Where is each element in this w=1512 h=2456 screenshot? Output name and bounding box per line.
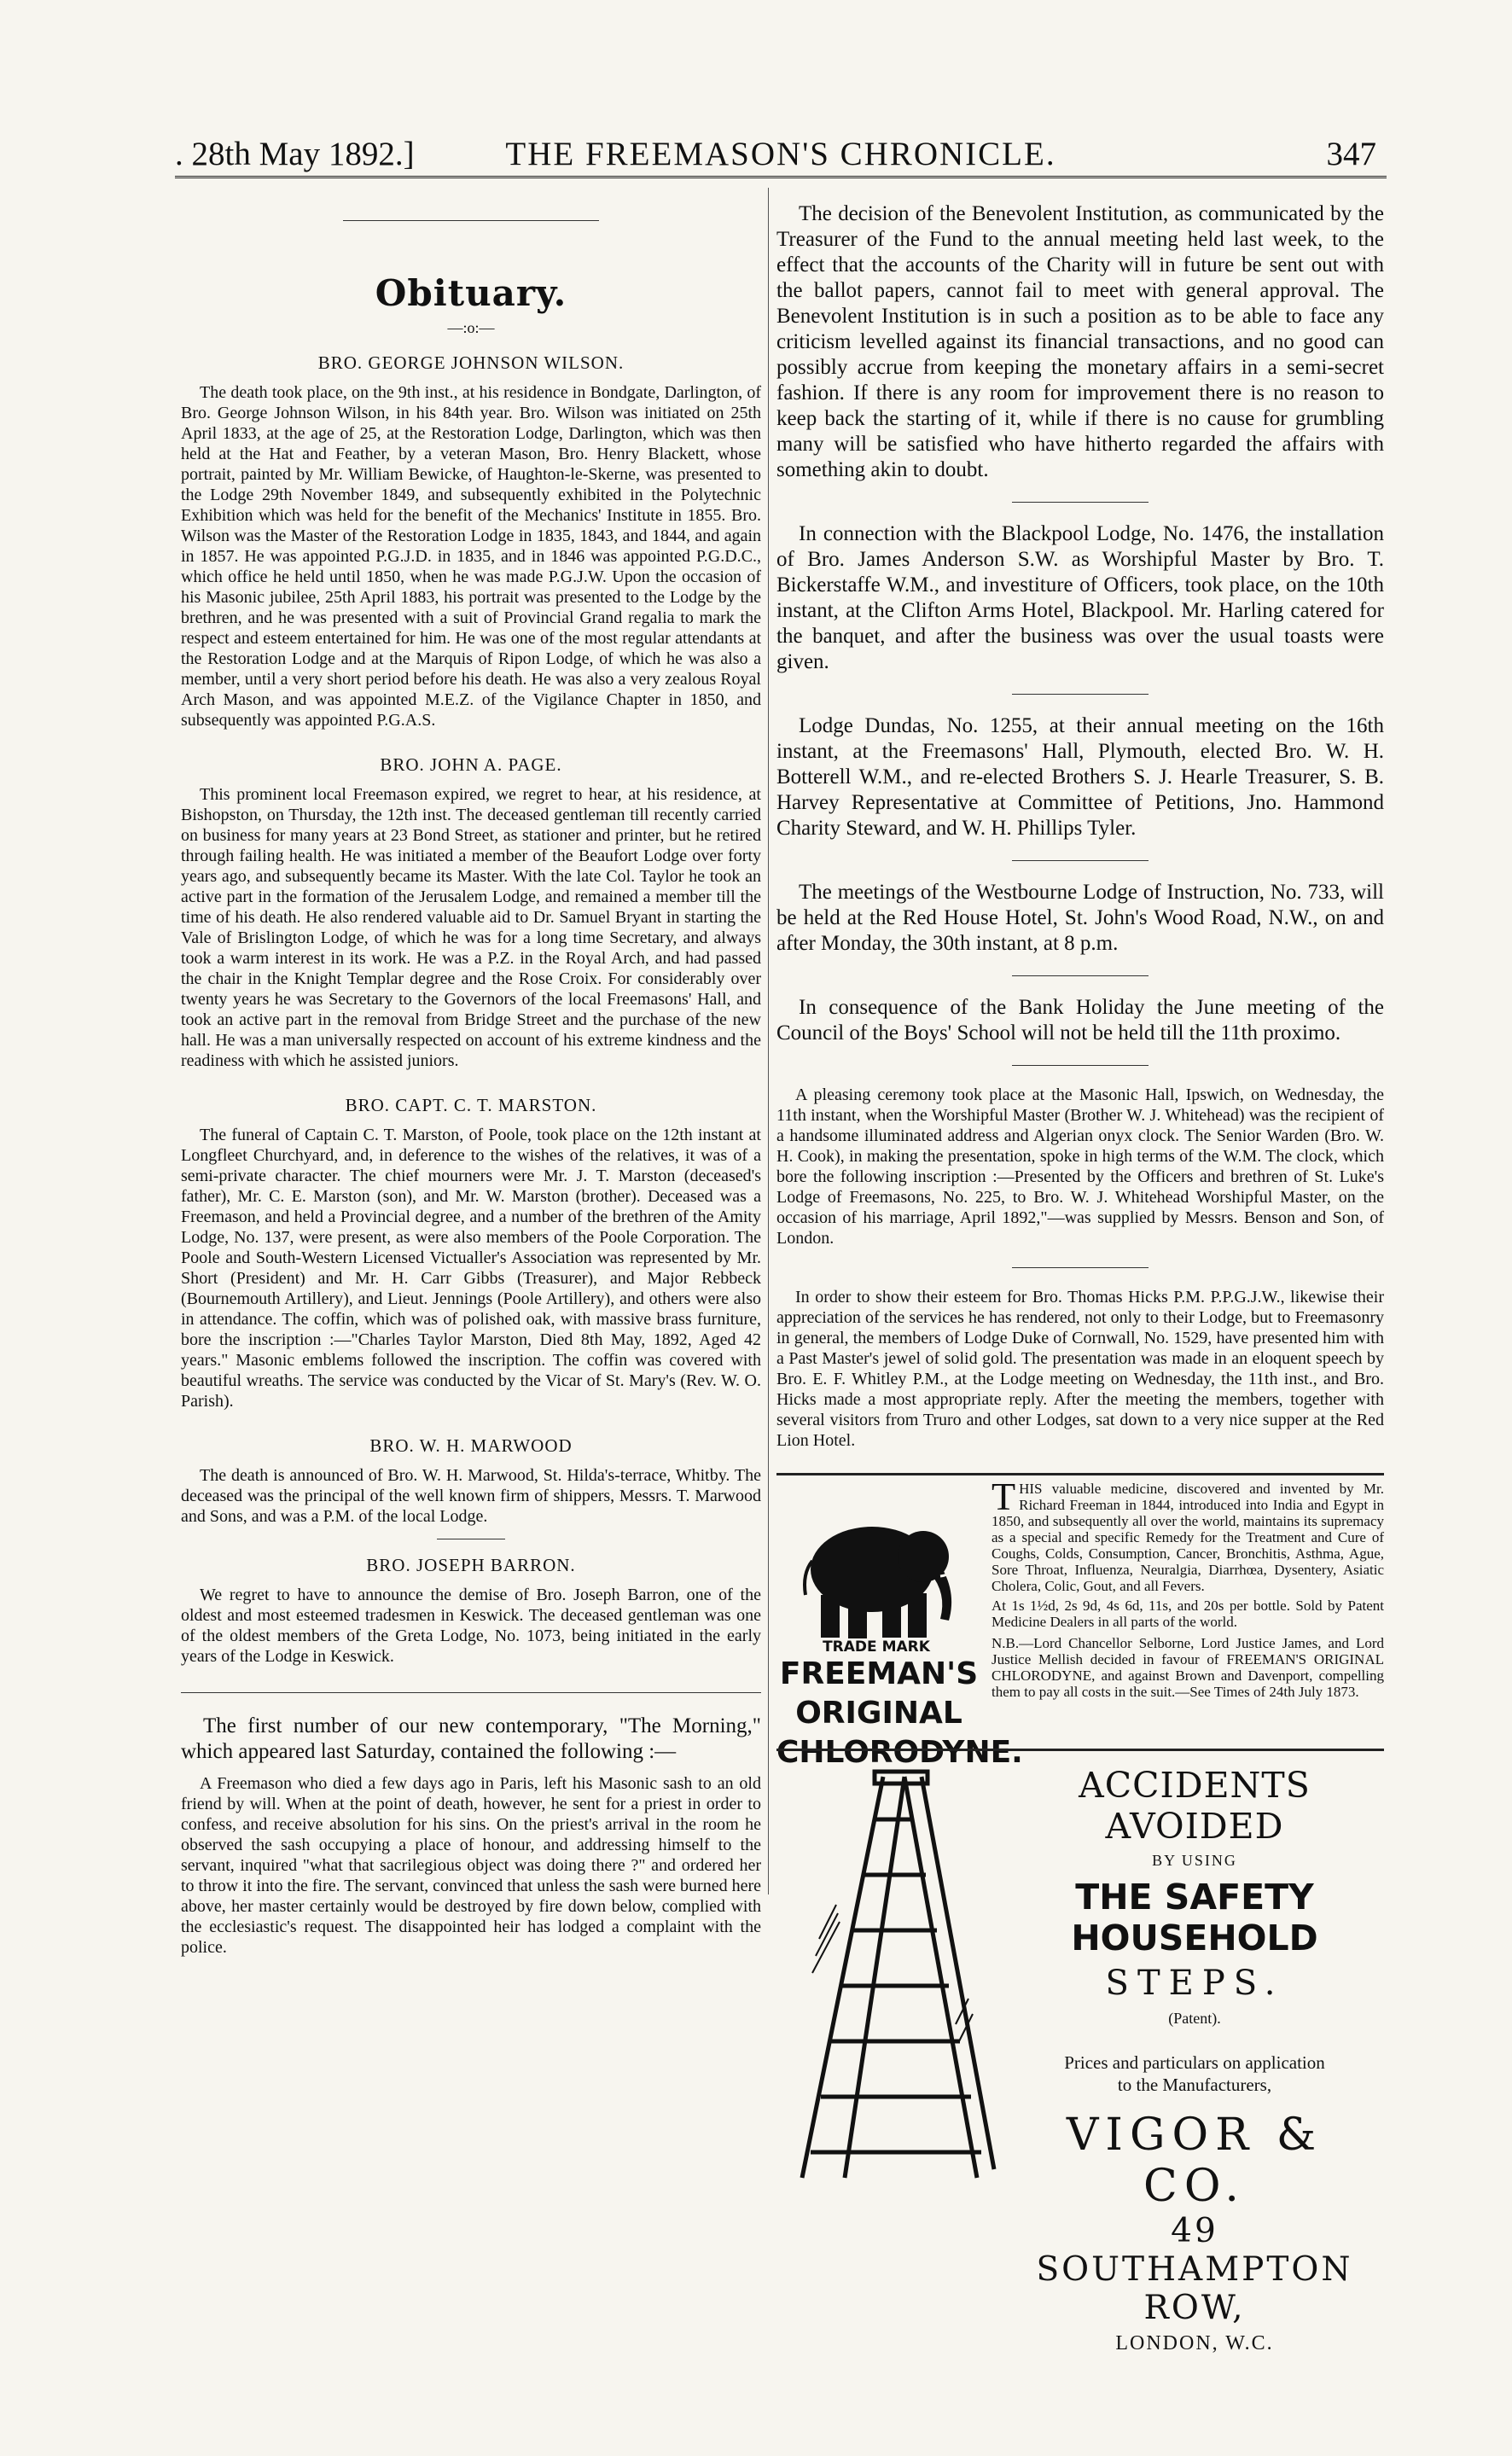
safety-steps-advertisement <box>776 1749 1384 2354</box>
chlorodyne-advertisement <box>776 1473 1384 1770</box>
marston-body: The funeral of Captain C. T. Marston, of Poole, took place on the 12th instant at Longfleet Churchyard, and, in deference to the wishes of the relatives, it was of a semi-private character. The chief mourners were Mr. J. T. Marston (deceased's father), Mr. C. E. Marston (son), and Mr. W. Marston (brother). Deceased was a Freemason, and held a Provincial degree, and a number of the brethren of the Amity Lodge, No. 137, were present, as were also members of the Poole Corporation. The Poole and South-Western Licensed Victualler's Association was represented by Mr. Short (President) and Mr. H. Carr Gibbs (Treasurer), and Major Rebbeck (Bournemouth Artillery), and Lieut. Jennings (Poole Artillery), and others were also in attendance. The coffin, which was of polished oak, with massive brass furniture, bore the inscription :—"Charles Taylor Marston, Died 8th May, 1892, Aged 42 years." Masonic emblems followed the inscription. The coffin was covered with beautiful wreaths. The service was conducted by the Vicar of St. Mary's (Rev. W. O. Parish). <box>181 1126 761 1411</box>
barron-heading: BRO. JOSEPH BARRON. <box>366 1555 576 1575</box>
hicks-paragraph: In order to show their esteem for Bro. Thomas Hicks P.M. P.P.G.J.W., likewise their appreciation of the services he has rendered, not only to their Lodge, but to Freemasonry in general, the members of Lodge Duke of Cornwall, No. 1529, have presented him with a Past Master's jewel of solid gold. The presentation was made in an eloquent speech by Bro. E. F. Whitley P.M., at the Lodge meeting on Wednesday, the 11th inst., and Bro. Hicks made a most appropriate reply. After the meeting the members, together with several visitors from Truro and other Lodges, sat down to a very nice supper at the Red Lion Hotel. <box>776 1288 1384 1450</box>
wilson-body: The death took place, on the 9th inst., at his residence in Bondgate, Darlington, of Bro. George Johnson Wilson, in his 84th year. Bro. Wilson was initiated on 25th April 1833, at the age of 25, at the Restoration Lodge, Darlington, which was then held at the Hat and Feather, by a veteran Mason, Bro. Henry Blackett, whose portrait, painted by Mr. William Bewicke, of Haughton-le-Skerne, was presented to the Lodge 29th November 1849, and subsequently exhibited in the Polytechnic Exhibition which was held for the benefit of the Mechanics' Institute in 1855. Bro. Wilson was the Master of the Restoration Lodge in 1835, 1843, and 1844, and again in 1857. He was appointed P.G.J.D. in 1835, and in 1846 was appointed P.G.D.C., which office he held until 1850, when he was made P.G.J.W. Upon the occasion of his Masonic jubilee, 25th April 1883, his portrait was presented to the Lodge by the brethren, and he was presented with a suit of Provincial Grand regalia to mark the respect and esteem entertained for him. He was one of the most regular attendants at the Restoration Lodge and at the Marquis of Ripon Lodge, of which he was also a member, until a very short period before his death. He was also a very zealous Royal Arch Mason, and was appointed M.E.Z. of the Vigilance Chapter in 1850, and subsequently was appointed P.G.A.S. <box>181 383 761 730</box>
morning-intro: The first number of our new contemporary, "The Morning," which appeared last Saturday, contained the following :— <box>181 1714 761 1763</box>
chlorodyne-price: At 1s 1½d, 2s 9d, 4s 6d, 11s, and 20s per bottle. Sold by Patent Medicine Dealers in all parts of the world. <box>992 1598 1384 1630</box>
marwood-heading: BRO. W. H. MARWOOD <box>369 1435 573 1456</box>
ad-product-name: THE SAFETY HOUSEHOLD <box>1071 1877 1318 1958</box>
ad-address: 49 SOUTHAMPTON ROW, <box>1036 2212 1353 2327</box>
rule <box>1012 975 1149 976</box>
marwood-body: The death is announced of Bro. W. H. Marwood, St. Hilda's-terrace, Whitby. The deceased was the principal of the well known firm of shippers, Messrs. T. Marwood and Sons, and was a P.M. of the local Lodge. <box>181 1466 761 1526</box>
ad-city: LONDON, W.C. <box>1115 2332 1274 2354</box>
chlorodyne-description: HIS valuable medicine, discovered and invented by Mr. Richard Freeman in 1844, introduced into India and Egypt in 1850, and subsequently all over the world, maintains its supremacy as a special and specific Remedy for the Treatment and Cure of Coughs, Colds, Consumption, Cancer, Bronchitis, Asthma, Ague, Sore Throat, Influenza, Neuralgia, Diarrhœa, Dysentery, Asiatic Cholera, Colic, Gout, and all Fevers. <box>992 1481 1384 1594</box>
ad-patent: (Patent). <box>1168 2010 1221 2027</box>
wilson-heading: BRO. GEORGE JOHNSON WILSON. <box>317 352 625 373</box>
chlorodyne-note: N.B.—Lord Chancellor Selborne, Lord Justice James, and Lord Justice Mellish decided in favour of FREEMAN'S ORIGINAL CHLORODYNE, and against Brown and Davenport, compelling them to pay all costs in the suit.—See Times of 24th July 1873. <box>992 1635 1384 1700</box>
column-divider <box>768 188 769 1894</box>
morning-quote: A Freemason who died a few days ago in Paris, left his Masonic sash to an old friend by will. When at the point of death, however, he sent for a priest in order to confess, and receive absolution for his sins. On the priest's arrival in the room he observed the sash occupying a place of honour, and addressing himself to the servant, inquired "what that sacrilegious object was doing there ?" and ordered her to throw it into the fire. The servant, convinced that unless the sash were burned here above, her master certainly would be destroyed by fire down below, complied with the ecclesiastic's request. The disappointed heir has lodged a complaint with the police. <box>181 1774 761 1957</box>
rule <box>181 1692 761 1693</box>
trademark-label: TRADE MARK <box>823 1638 930 1655</box>
marston-heading: BRO. CAPT. C. T. MARSTON. <box>345 1095 597 1115</box>
ipswich-paragraph: A pleasing ceremony took place at the Masonic Hall, Ipswich, on Wednesday, the 11th instant, when the Worshipful Master (Brother W. J. Whitehead) was the recipient of a handsome illuminated address and Algerian onyx clock. The Senior Warden (Bro. W. H. Cook), in making the presentation, spoke in high terms of the W.M. The clock, which bore the following inscription :—Presented by the Officers and brethren of St. Luke's Lodge of Freemasons, No. 225, to Bro. W. J. Whitehead Worshipful Master, on the occasion of his marriage, April 1892,"—was supplied by Messrs. Benson and Son, of London. <box>776 1085 1384 1248</box>
blackpool-paragraph: In connection with the Blackpool Lodge, No. 1476, the installation of Bro. James Anderson S.W. as Worshipful Master by Bro. T. Bickerstaffe W.M., and investiture of Officers, took place, on the 10th instant, at the Clifton Arms Hotel, Blackpool. Mr. Harling catered for the banquet, and after the business was over the usual toasts were given. <box>776 522 1384 673</box>
left-column <box>181 205 761 1958</box>
westbourne-paragraph: The meetings of the Westbourne Lodge of Instruction, No. 733, will be held at the Red House Hotel, St. John's Wood Road, N.W., on and after Monday, the 30th instant, at 8 p.m. <box>776 881 1384 955</box>
chlorodyne-text <box>992 1475 1384 1700</box>
bank-holiday-paragraph: In consequence of the Bank Holiday the June meeting of the Council of the Boys' School will not be held till the 11th proximo. <box>776 996 1384 1045</box>
obituary-title: Obituary. <box>375 272 567 314</box>
rule <box>343 220 599 221</box>
elephant-trademark-icon <box>787 1510 966 1655</box>
page-body: This prominent local Freemason expired, we regret to hear, at his residence, at Bishopston, on Thursday, the 12th inst. The deceased gentleman till recently carried on business for many years at 23 Bond Street, as stationer and printer, but he retired through failing health. He was initiated a member of the Beaufort Lodge over forty years ago, and subsequently became its Master. With the late Col. Taylor he took an active part in the formation of the Jerusalem Lodge, and remained a member till the time of his death. He also rendered valuable aid to Dr. Samuel Bryant in starting the Vale of Brislington Lodge, of which he was for a long time Secretary, and always took a warm interest in its work. He was a P.Z. in the Royal Arch, and had passed the chair in the Knight Templar degree and the Rose Croix. For considerably over twenty years he was Secretary to the Governors of the local Freemasons' Hall, and took an active part in the removal from Bridge Street and the purchase of the new hall. He was a man universally respected on account of his extreme kindness and the readiness with which he assisted juniors. <box>181 785 761 1070</box>
safety-steps-copy <box>1007 1765 1382 2355</box>
brand-line-1: FREEMAN'S <box>779 1656 979 1691</box>
ad-prices <box>1007 2052 1382 2096</box>
section-separator: —:o:— <box>447 319 495 336</box>
rule <box>1012 1267 1149 1268</box>
ad-manufacturers-line: to the Manufacturers, <box>1117 2075 1272 2095</box>
publication-title: THE FREEMASON'S CHRONICLE. <box>505 136 1056 172</box>
ad-headline: ACCIDENTS AVOIDED <box>1079 1765 1311 1847</box>
issue-date: . 28th May 1892.] <box>175 136 415 172</box>
rule <box>1012 502 1149 503</box>
page-header <box>175 130 1387 178</box>
rule <box>1012 1065 1149 1066</box>
page-number: 347 <box>1326 136 1376 172</box>
ad-prices-line: Prices and particulars on application <box>1064 2052 1325 2073</box>
benevolent-paragraph: The decision of the Benevolent Institution, as communicated by the Treasurer of the Fund to the annual meeting held last week, to the effect that the accounts of the Charity will in future be sent out with the ballot papers, cannot fail to meet with general approval. The Benevolent Institution is in such a position as to be able to face any criticism levelled against its financial transactions, and no good can possibly accrue from keeping the monetary affairs in a semi-secret fashion. If there is any room for improvement there is no reason to keep back the starting of it, while if there is no cause for grumbling many will be satisfied who have hitherto regarded the affairs with something akin to doubt. <box>776 202 1384 481</box>
barron-body: We regret to have to announce the demise of Bro. Joseph Barron, one of the oldest and most esteemed tradesmen in Keswick. The deceased gentleman was one of the oldest members of the Greta Lodge, No. 1073, being initiated in the early years of the Lodge in Keswick. <box>181 1586 761 1666</box>
stepladder-illustration-icon <box>785 1768 998 2186</box>
rule <box>1012 860 1149 861</box>
rule <box>1012 694 1149 695</box>
ad-steps: STEPS. <box>1105 1964 1284 2003</box>
page-heading: BRO. JOHN A. PAGE. <box>380 754 562 775</box>
dundas-paragraph: Lodge Dundas, No. 1255, at their annual meeting on the 16th instant, at the Freemasons' Hall, Plymouth, elected Bro. W. H. Botterell W.M., and re-elected Brothers S. J. Hearle Treasurer, S. B. Harvey Representative at Committee of Petitions, Jno. Hammond Charity Steward, and W. H. Phillips Tyler. <box>776 714 1384 840</box>
right-column <box>776 201 1384 2354</box>
ad-company: VIGOR & CO. <box>1066 2110 1323 2212</box>
brand-line-2: ORIGINAL <box>795 1696 962 1731</box>
brand-line-3: CHLORODYNE. <box>776 1735 1023 1770</box>
dropcap: T <box>992 1475 1016 1518</box>
ad-by-using: BY USING <box>1152 1852 1237 1869</box>
